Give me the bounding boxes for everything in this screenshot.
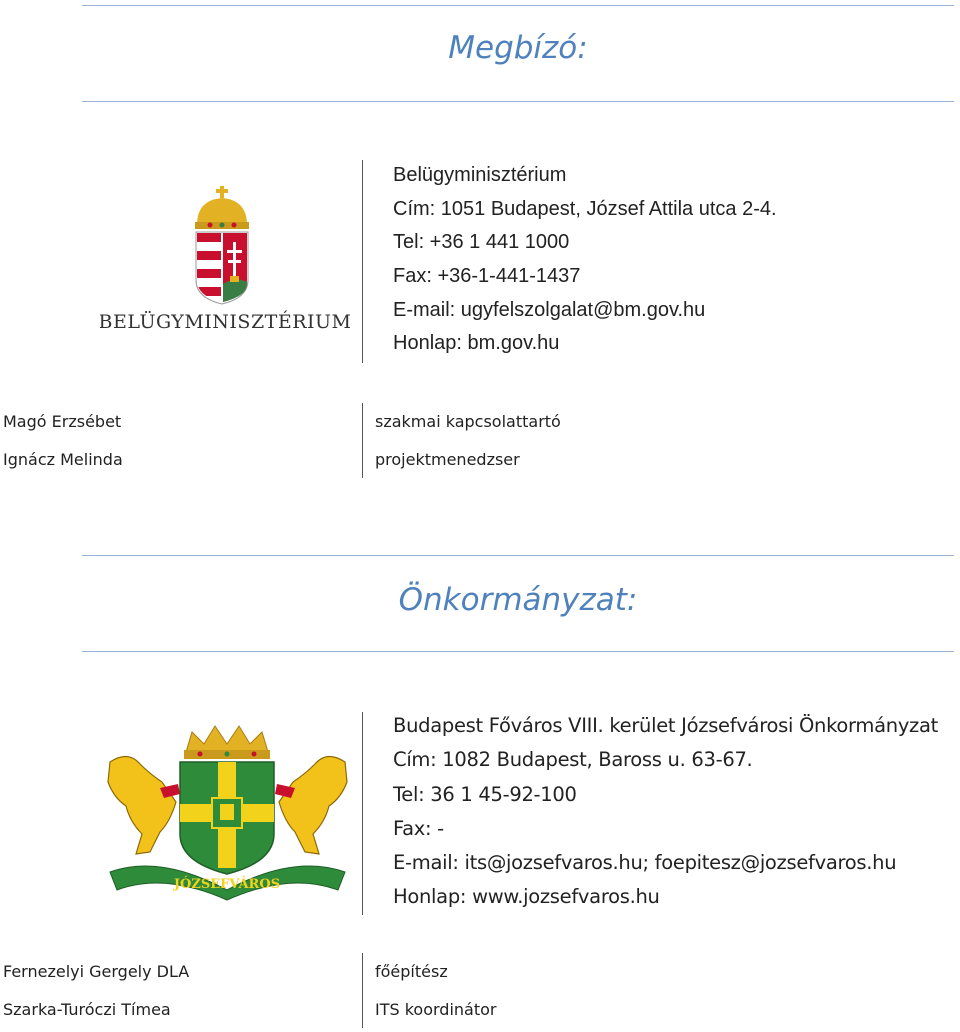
municipality-address: Cím: 1082 Budapest, Baross u. 63-67.	[393, 748, 753, 772]
client-contact-role: szakmai kapcsolattartó	[375, 412, 561, 431]
jozsefvaros-wordmark: JÓZSEFVÁROS	[173, 877, 281, 892]
municipality-contact-role: főépítész	[375, 962, 448, 981]
municipality-top-rule	[82, 555, 954, 556]
client-email[interactable]: E-mail: ugyfelszolgalat@bm.gov.hu	[393, 298, 706, 321]
client-phone: Tel: +36 1 441 1000	[393, 231, 570, 254]
municipality-fax: Fax: -	[393, 816, 444, 840]
municipality-contact-names	[3, 953, 189, 1028]
municipality-heading-rule	[82, 651, 954, 652]
municipality-contact-name: Szarka-Turóczi Tímea	[3, 999, 171, 1019]
client-contact-name: Ignácz Melinda	[3, 449, 123, 469]
municipality-divider	[362, 712, 363, 915]
belugyminiszterium-logo	[100, 180, 350, 340]
municipality-contact-role: ITS koordinátor	[375, 999, 497, 1019]
client-heading-rule	[82, 101, 954, 102]
client-org-name: Belügyminisztérium	[393, 164, 567, 186]
belugyminiszterium-wordmark: BELÜGYMINISZTÉRIUM	[100, 311, 350, 333]
client-contacts-divider	[362, 403, 363, 478]
municipality-email[interactable]: E-mail: its@jozsefvaros.hu; foepitesz@jozsefvaros.hu	[393, 851, 897, 875]
top-rule	[82, 5, 954, 6]
hungarian-coat-of-arms-icon	[100, 180, 350, 340]
municipality-contacts-divider	[362, 953, 363, 1028]
municipality-heading: Önkormányzat:	[398, 582, 638, 618]
client-contact-roles	[375, 403, 561, 478]
client-heading: Megbízó:	[448, 30, 588, 66]
municipality-contact-name: Fernezelyi Gergely DLA	[3, 962, 190, 981]
municipality-org-info	[393, 709, 938, 915]
client-contact-names	[3, 403, 123, 478]
municipality-phone: Tel: 36 1 45-92-100	[393, 782, 577, 806]
municipality-contact-roles	[375, 953, 497, 1028]
client-fax: Fax: +36-1-441-1437	[393, 265, 581, 288]
municipality-website[interactable]: Honlap: www.jozsefvaros.hu	[393, 885, 660, 909]
client-divider	[362, 160, 363, 363]
client-contact-role: projektmenedzser	[375, 449, 520, 469]
municipality-org-name: Budapest Főváros VIII. kerület Józsefvárosi Önkormányzat	[393, 714, 938, 737]
client-contact-name: Magó Erzsébet	[3, 412, 122, 431]
jozsefvaros-logo	[100, 722, 355, 902]
client-website[interactable]: Honlap: bm.gov.hu	[393, 332, 560, 355]
client-org-info	[393, 159, 777, 361]
jozsefvaros-coat-of-arms-icon	[100, 722, 355, 902]
client-address: Cím: 1051 Budapest, József Attila utca 2-4.	[393, 197, 777, 220]
